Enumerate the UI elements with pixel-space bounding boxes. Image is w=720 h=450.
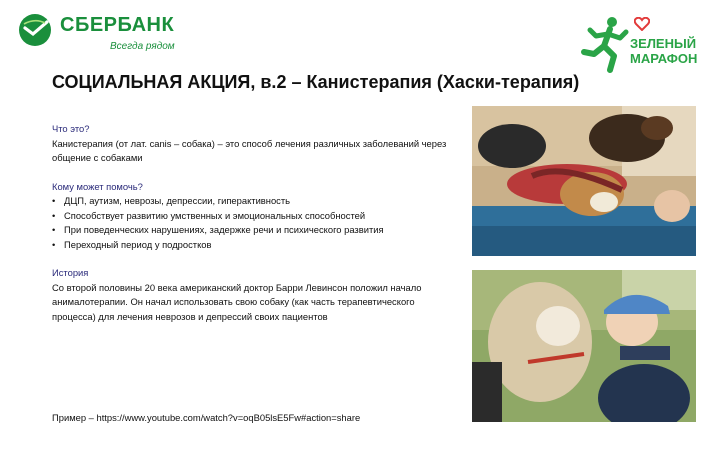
bank-name: СБЕРБАНК [60, 14, 175, 36]
heart-icon [634, 17, 650, 31]
section-heading-who: Кому может помочь? [52, 180, 143, 192]
indications-list [52, 194, 447, 252]
section-heading-history: История [52, 267, 89, 278]
runner-icon [580, 14, 630, 74]
marathon-line-1: ЗЕЛЕНЫЙ [630, 36, 697, 51]
section-who [52, 180, 447, 253]
marathon-line-2: МАРАФОН [630, 51, 698, 66]
sberbank-logo-icon [18, 13, 52, 47]
list-item: • Способствует развитию умственных и эмоциональных способностей [52, 209, 447, 224]
section-history [52, 266, 447, 324]
content-column [52, 122, 447, 338]
list-item: • ДЦП, аутизм, неврозы, депрессии, гиперактивность [52, 194, 447, 209]
page-title: СОЦИАЛЬНАЯ АКЦИЯ, в.2 – Канистерапия (Хаски-терапия) [52, 72, 580, 92]
example-link[interactable]: Пример – https://www.youtube.com/watch?v=oqB05lsE5Fw#action=share [52, 412, 361, 423]
section-heading-what: Что это? [52, 123, 90, 134]
sberbank-logo [18, 10, 178, 54]
photo-boy-with-husky [472, 270, 696, 422]
section-text-what: Канистерапия (от лат. canis – собака) – это способ лечения различных заболеваний через общение с собаками [52, 137, 447, 163]
bank-tagline: Всегда рядом [110, 41, 175, 52]
marathon-text [630, 36, 697, 66]
list-item: • При поведенческих нарушениях, задержке речи и психического развития [52, 223, 447, 238]
green-marathon-logo [580, 14, 710, 74]
section-what [52, 122, 447, 166]
section-text-history: Со второй половины 20 века американский доктор Барри Левинсон положил начало анималотерапии. Он начал использовать свою собаку (как часть терапевтического процесса) для лечения неврозов и депрессий своих пациентов [52, 281, 422, 322]
list-item: • Переходный период у подростков [52, 238, 447, 253]
photo-child-with-dogs [472, 106, 696, 256]
